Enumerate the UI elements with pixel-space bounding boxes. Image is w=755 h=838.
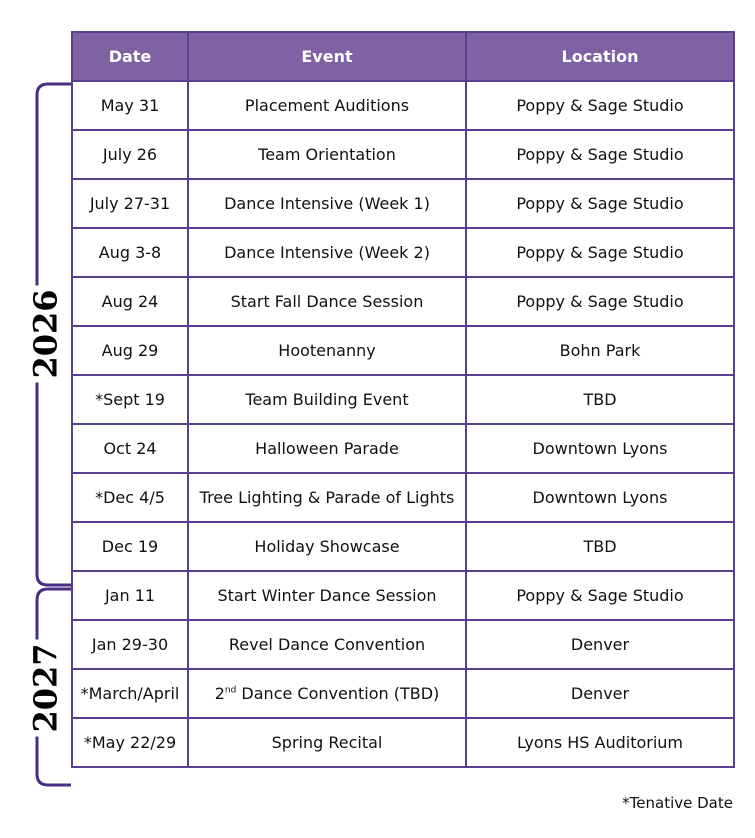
- event-cell: Spring Recital: [188, 718, 466, 767]
- date-cell: Jan 11: [72, 571, 188, 620]
- date-cell: July 27-31: [72, 179, 188, 228]
- date-cell: Aug 24: [72, 277, 188, 326]
- date-cell: Dec 19: [72, 522, 188, 571]
- date-header: Date: [72, 32, 188, 81]
- tentative-date-footnote: *Tenative Date: [622, 794, 733, 812]
- location-cell: Denver: [466, 620, 734, 669]
- table-row: [72, 424, 734, 473]
- date-cell: *Dec 4/5: [72, 473, 188, 522]
- event-cell: Halloween Parade: [188, 424, 466, 473]
- location-cell: Downtown Lyons: [466, 473, 734, 522]
- date-cell: May 31: [72, 81, 188, 130]
- schedule-table: [71, 31, 735, 768]
- event-cell: Placement Auditions: [188, 81, 466, 130]
- event-header: Event: [188, 32, 466, 81]
- table-row: [72, 669, 734, 718]
- table-row: [72, 620, 734, 669]
- event-cell: Team Orientation: [188, 130, 466, 179]
- location-cell: Poppy & Sage Studio: [466, 228, 734, 277]
- year-2026-label: 2026: [28, 285, 64, 382]
- year-2027-label: 2027: [28, 639, 64, 736]
- table-row: [72, 130, 734, 179]
- date-cell: Jan 29-30: [72, 620, 188, 669]
- event-cell: Revel Dance Convention: [188, 620, 466, 669]
- location-cell: Poppy & Sage Studio: [466, 179, 734, 228]
- location-cell: Bohn Park: [466, 326, 734, 375]
- location-cell: Poppy & Sage Studio: [466, 571, 734, 620]
- table-row: [72, 179, 734, 228]
- table-row: [72, 277, 734, 326]
- date-cell: July 26: [72, 130, 188, 179]
- table-row: [72, 81, 734, 130]
- header-row: [72, 32, 734, 81]
- event-cell: Dance Intensive (Week 2): [188, 228, 466, 277]
- date-cell: Oct 24: [72, 424, 188, 473]
- event-cell: Team Building Event: [188, 375, 466, 424]
- table-row: [72, 718, 734, 767]
- event-name: Dance Convention (TBD): [241, 684, 440, 703]
- date-cell: *March/April: [72, 669, 188, 718]
- location-cell: Lyons HS Auditorium: [466, 718, 734, 767]
- location-cell: TBD: [466, 375, 734, 424]
- location-cell: Downtown Lyons: [466, 424, 734, 473]
- event-cell: [188, 669, 466, 718]
- event-cell: Start Fall Dance Session: [188, 277, 466, 326]
- date-cell: Aug 3-8: [72, 228, 188, 277]
- event-cell: Start Winter Dance Session: [188, 571, 466, 620]
- event-ordinal-number: 2: [214, 684, 225, 703]
- date-cell: Aug 29: [72, 326, 188, 375]
- location-cell: TBD: [466, 522, 734, 571]
- table-row: [72, 571, 734, 620]
- table-row: [72, 326, 734, 375]
- table-row: [72, 228, 734, 277]
- date-cell: *May 22/29: [72, 718, 188, 767]
- event-cell: Tree Lighting & Parade of Lights: [188, 473, 466, 522]
- event-cell: Hootenanny: [188, 326, 466, 375]
- location-cell: Poppy & Sage Studio: [466, 277, 734, 326]
- event-cell: Dance Intensive (Week 1): [188, 179, 466, 228]
- table-row: [72, 473, 734, 522]
- event-ordinal-suffix: nd: [224, 685, 237, 696]
- table-row: [72, 375, 734, 424]
- location-cell: Denver: [466, 669, 734, 718]
- date-cell: *Sept 19: [72, 375, 188, 424]
- table-row: [72, 522, 734, 571]
- location-cell: Poppy & Sage Studio: [466, 81, 734, 130]
- event-cell: Holiday Showcase: [188, 522, 466, 571]
- location-cell: Poppy & Sage Studio: [466, 130, 734, 179]
- location-header: Location: [466, 32, 734, 81]
